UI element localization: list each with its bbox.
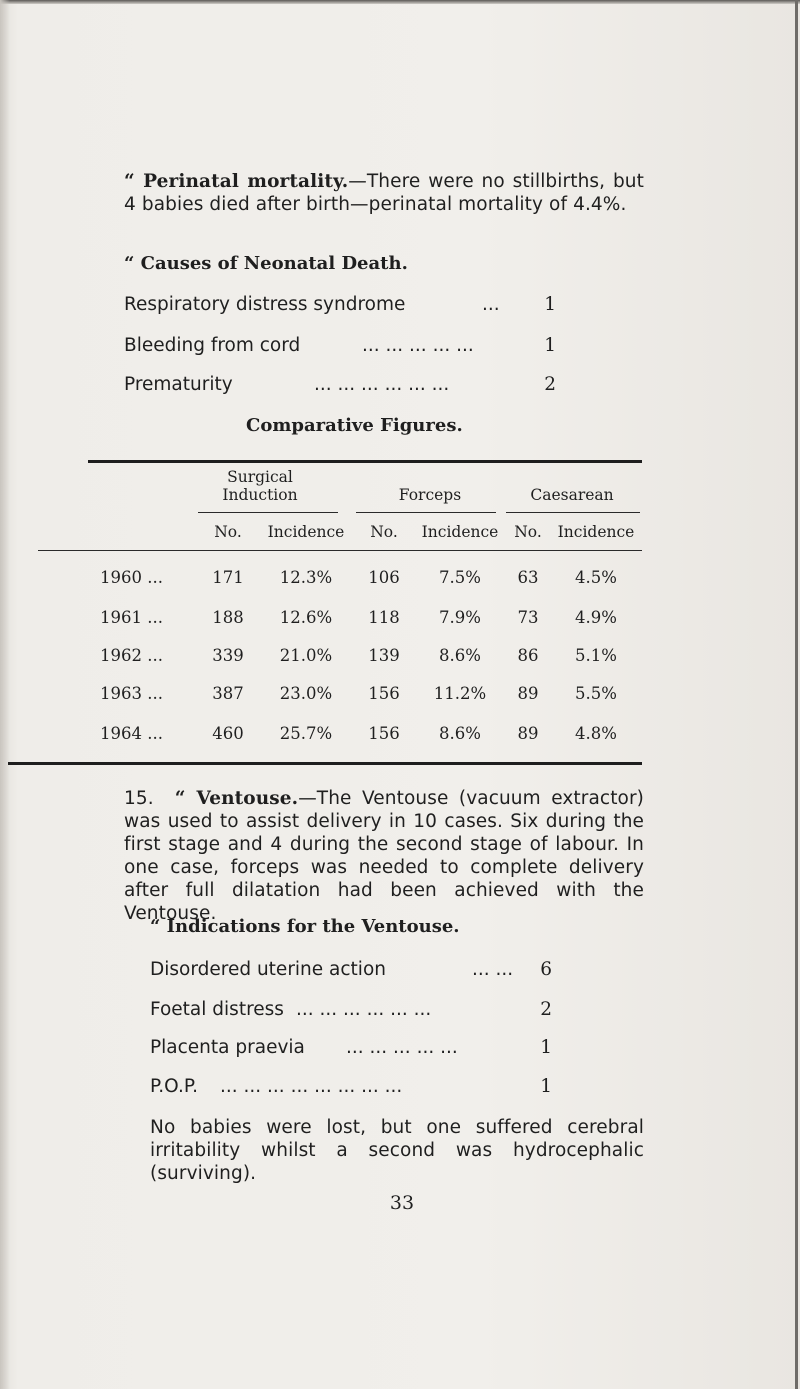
table-cell: 86 [517,646,539,665]
list-item-dots: ... ... ... ... ... [362,335,474,356]
table-cell: 89 [517,684,539,703]
ventouse-number: 15. [124,788,154,809]
list-item-label: Respiratory distress syndrome [124,294,406,315]
list-item-dots: ... ... [472,959,514,980]
table-row-year: 1961 ... [100,608,163,627]
column-group-header [512,486,632,504]
list-item-dots: ... ... ... ... ... ... [296,999,432,1020]
page-number: 33 [389,1192,415,1214]
table-cell: 63 [517,568,539,587]
table-cell: 4.5% [575,568,617,587]
table-cell: 156 [368,724,400,743]
list-item-label: P.O.P. [150,1076,199,1097]
column-group-line1: Surgical [227,468,293,486]
list-item-label: Bleeding from cord [124,335,301,356]
group-underline [198,512,338,513]
table-cell: 8.6% [439,646,481,665]
page-edge-left [0,0,10,1389]
table-cell: 5.5% [575,684,617,703]
list-item-label: Disordered uterine action [150,959,386,980]
table-cell: 7.9% [439,608,481,627]
table-top-rule [88,460,642,463]
table-bottom-rule [8,762,642,765]
list-item-label: Prematurity [124,374,233,395]
table-cell: 11.2% [433,684,487,703]
table-cell: 118 [368,608,400,627]
column-group-line1: Forceps [398,486,462,504]
page-edge-right [795,0,798,1389]
table-cell: 7.5% [439,568,481,587]
list-item [150,1037,552,1061]
subheader-no: No. [370,523,398,541]
table-cell: 188 [212,608,244,627]
subheader-no: No. [214,523,242,541]
list-item-value: 1 [540,1076,552,1097]
perinatal-title: “ Perinatal mortality. [124,171,349,192]
table-cell: 25.7% [279,724,333,743]
table-cell: 89 [517,724,539,743]
table-cell: 387 [212,684,244,703]
table-cell: 23.0% [279,684,333,703]
table-cell: 73 [517,608,539,627]
table-cell: 5.1% [575,646,617,665]
perinatal-text: —There were no stillbirths, but 4 babies died after birth—perinatal mortality of 4.4%. [124,171,644,215]
list-item-value: 1 [544,294,556,315]
header-bottom-rule [38,550,642,551]
column-group-line1: Caesarean [530,486,614,504]
subheader-incidence: Incidence [421,523,499,541]
subheader-incidence: Incidence [267,523,345,541]
list-item-dots: ... ... ... ... ... [346,1037,458,1058]
table-cell: 12.3% [279,568,333,587]
ventouse-title: “ Ventouse. [174,788,299,809]
list-item-label: Foetal distress [150,999,284,1020]
table-cell: 156 [368,684,400,703]
list-item-value: 1 [544,335,556,356]
table-cell: 8.6% [439,724,481,743]
list-item-value: 2 [544,374,556,395]
list-item [124,374,556,398]
page-edge-top [0,0,800,4]
table-cell: 4.8% [575,724,617,743]
list-item-dots: ... ... ... ... ... ... ... ... [220,1076,403,1097]
neonatal-heading: “ Causes of Neonatal Death. [124,253,408,274]
indications-heading: “ Indications for the Ventouse. [150,916,460,937]
table-cell: 4.9% [575,608,617,627]
table-cell: 171 [212,568,244,587]
table-cell: 106 [368,568,400,587]
list-item-value: 6 [540,959,552,980]
table-row-year: 1964 ... [100,724,163,743]
comparative-heading: Comparative Figures. [246,415,463,436]
list-item-dots: ... [482,294,500,315]
column-group-header [370,486,490,504]
list-item-dots: ... ... ... ... ... ... [314,374,450,395]
list-item [150,1076,552,1100]
subheader-no: No. [514,523,542,541]
table-cell: 139 [368,646,400,665]
list-item-value: 2 [540,999,552,1020]
table-row-year: 1963 ... [100,684,163,703]
perinatal-paragraph [124,170,644,216]
column-group-header [200,468,320,504]
list-item [150,999,552,1023]
table-cell: 460 [212,724,244,743]
table-cell: 339 [212,646,244,665]
list-item [124,294,556,318]
table-cell: 21.0% [279,646,333,665]
list-item [150,959,552,983]
table-cell: 12.6% [279,608,333,627]
list-item-label: Placenta praevia [150,1037,305,1058]
group-underline [356,512,496,513]
column-group-line2: Induction [222,486,298,504]
table-row-year: 1960 ... [100,568,163,587]
ventouse-text: —The Ventouse (vacuum extractor) was used to assist delivery in 10 cases. Six during the first stage and 4 during the second stage of labour. In one case, forceps was needed to complete delivery after full dilatation had been achieved with the Ventouse. [124,788,644,924]
subheader-incidence: Incidence [557,523,635,541]
ventouse-paragraph [124,787,644,925]
group-underline [506,512,640,513]
closing-paragraph: No babies were lost, but one suffered cerebral irritability whilst a second was hydrocephalic (surviving). [150,1117,644,1184]
list-item-value: 1 [540,1037,552,1058]
list-item [124,335,556,359]
table-row-year: 1962 ... [100,646,163,665]
